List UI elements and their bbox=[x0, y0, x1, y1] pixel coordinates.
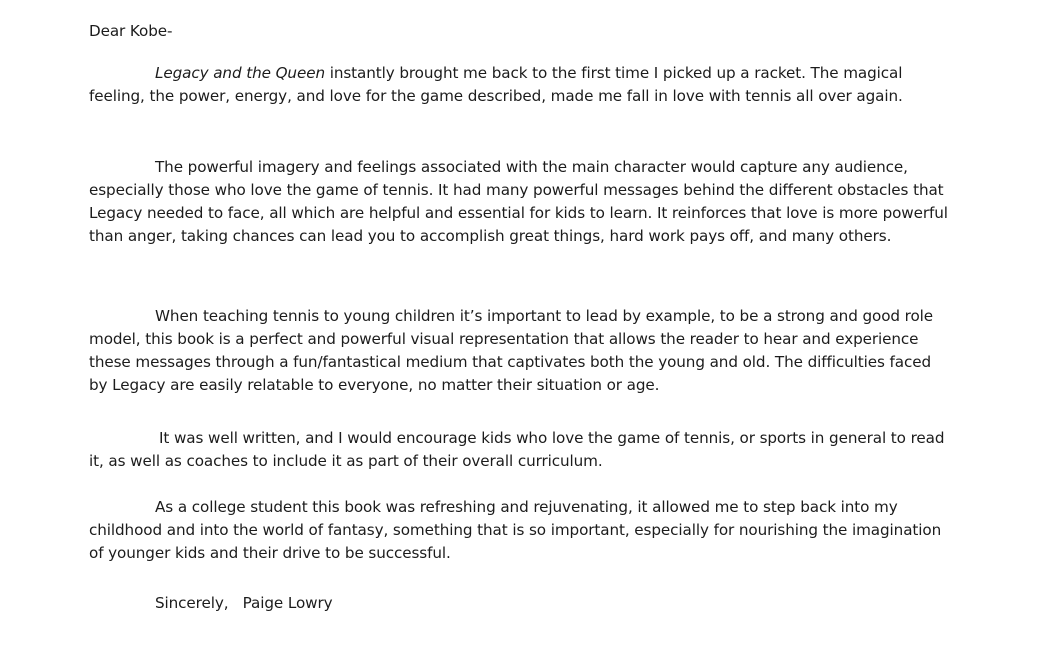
paragraph-4: It was well written, and I would encourage kids who love the game of tennis, or sports in general to read it, as well as coaches to include it as part of their overall curriculum. bbox=[89, 429, 945, 470]
book-title: Legacy and the Queen bbox=[155, 64, 325, 82]
closing-line bbox=[155, 592, 333, 615]
closing: Sincerely, bbox=[155, 594, 229, 612]
paragraph-3: When teaching tennis to young children it’s important to lead by example, to be a strong and good role model, this book is a perfect and powerful visual representation that allows the reader to hear and experience these messages through a fun/fantastical medium that captivates both the young and old. The difficulties faced by Legacy are easily relatable to everyone, no matter their situation or age. bbox=[89, 307, 934, 394]
paragraph-5: As a college student this book was refreshing and rejuvenating, it allowed me to step back into my childhood and into the world of fantasy, something that is so important, especially for nourishing the imagination of younger kids and their drive to be successful. bbox=[89, 498, 942, 562]
paragraph-2: The powerful imagery and feelings associated with the main character would capture any audience, especially those who love the game of tennis. It had many powerful messages behind the different obstacles that Legacy needed to face, all which are helpful and essential for kids to learn. It reinforces that love is more powerful than anger, taking chances can lead you to accomplish great things, hard work pays off, and many others. bbox=[89, 158, 948, 245]
signature-name: Paige Lowry bbox=[242, 594, 333, 612]
salutation: Dear Kobe- bbox=[89, 22, 173, 40]
paragraph-1 bbox=[89, 62, 954, 108]
paragraph-1-text: instantly brought me back to the first time I picked up a racket. The magical feeling, the power, energy, and love for the game described, made me fall in love with tennis all over again. bbox=[89, 64, 903, 105]
